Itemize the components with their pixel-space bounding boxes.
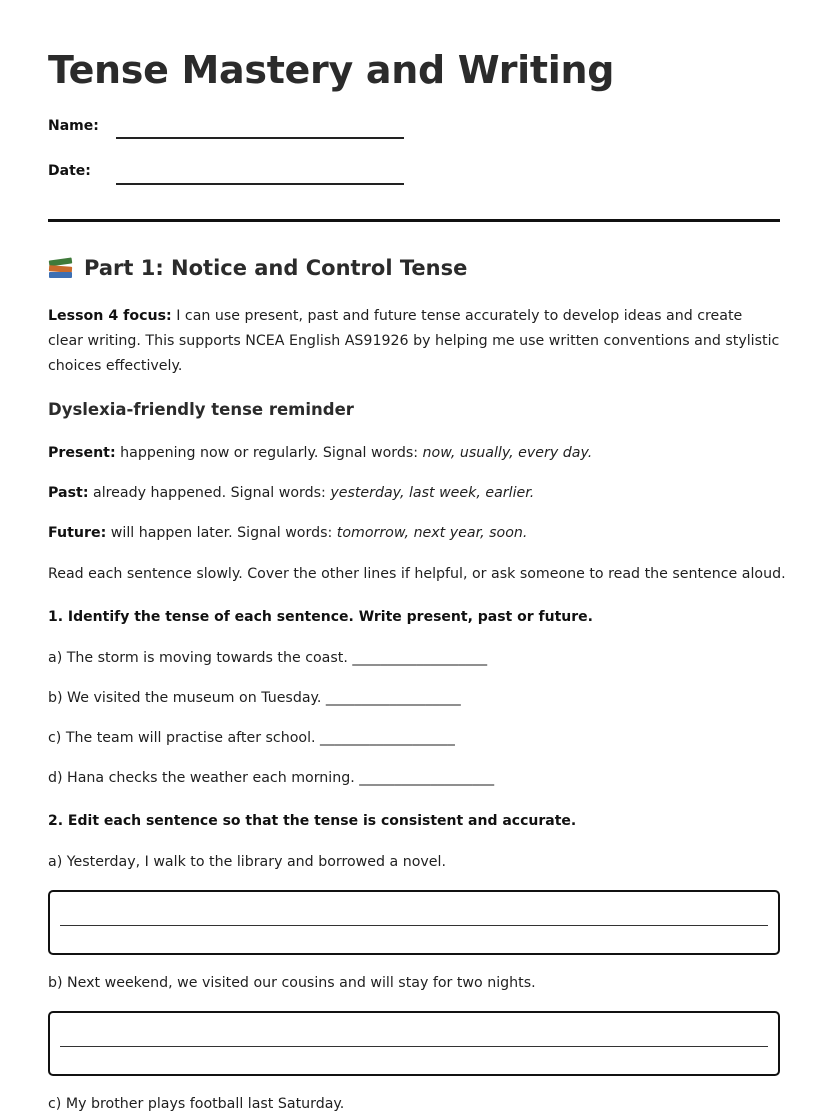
- question1-title: 1. Identify the tense of each sentence. Write present, past or future.: [48, 609, 593, 625]
- part1-heading-text: Part 1: Notice and Control Tense: [84, 256, 468, 280]
- header-divider: [48, 219, 780, 222]
- present-signals: now, usually, every day.: [422, 445, 593, 461]
- question2-item-b: b) Next weekend, we visited our cousins and will stay for two nights.: [48, 975, 536, 991]
- reading-tip: Read each sentence slowly. Cover the other lines if helpful, or ask someone to read the sentence aloud.: [48, 566, 786, 582]
- part1-heading: [48, 256, 467, 280]
- name-label: Name:: [48, 118, 99, 134]
- future-label: Future:: [48, 525, 107, 541]
- page-title: Tense Mastery and Writing: [48, 48, 615, 92]
- past-text: already happened. Signal words:: [88, 485, 331, 501]
- books-icon: [48, 257, 74, 279]
- future-text: will happen later. Signal words:: [106, 525, 337, 541]
- present-text: happening now or regularly. Signal words:: [115, 445, 423, 461]
- present-label: Present:: [48, 445, 116, 461]
- question2-item-c: c) My brother plays football last Saturday.: [48, 1096, 345, 1112]
- question1-item-d: d) Hana checks the weather each morning. ___________________: [48, 770, 495, 786]
- name-field: [48, 118, 99, 134]
- past-label: Past:: [48, 485, 89, 501]
- past-signals: yesterday, last week, earlier.: [330, 485, 535, 501]
- question2-item-a: a) Yesterday, I walk to the library and borrowed a novel.: [48, 854, 446, 870]
- answer-line-b: [60, 1046, 768, 1047]
- future-signals: tomorrow, next year, soon.: [336, 525, 528, 541]
- past-reminder: [48, 481, 780, 506]
- reminder-heading: Dyslexia-friendly tense reminder: [48, 400, 354, 419]
- answer-box-a[interactable]: [48, 890, 780, 955]
- answer-box-b[interactable]: [48, 1011, 780, 1076]
- date-label: Date:: [48, 163, 91, 179]
- question2-title: 2. Edit each sentence so that the tense is consistent and accurate.: [48, 813, 577, 829]
- date-field: [48, 163, 91, 179]
- present-reminder: [48, 441, 780, 466]
- lesson-focus-text: I can use present, past and future tense accurately to develop ideas and create clear writing. This supports NCEA English AS91926 by helping me use written conventions and stylistic choices effectively.: [48, 308, 780, 374]
- lesson-focus-label: Lesson 4 focus:: [48, 308, 172, 324]
- future-reminder: [48, 521, 780, 546]
- answer-line-a: [60, 925, 768, 926]
- question1-item-b: b) We visited the museum on Tuesday. ___________________: [48, 690, 461, 706]
- lesson-focus: [48, 304, 780, 379]
- question1-item-c: c) The team will practise after school. ___________________: [48, 730, 455, 746]
- question1-item-a: a) The storm is moving towards the coast. ___________________: [48, 650, 488, 666]
- name-write-line[interactable]: [116, 137, 404, 139]
- date-write-line[interactable]: [116, 183, 404, 185]
